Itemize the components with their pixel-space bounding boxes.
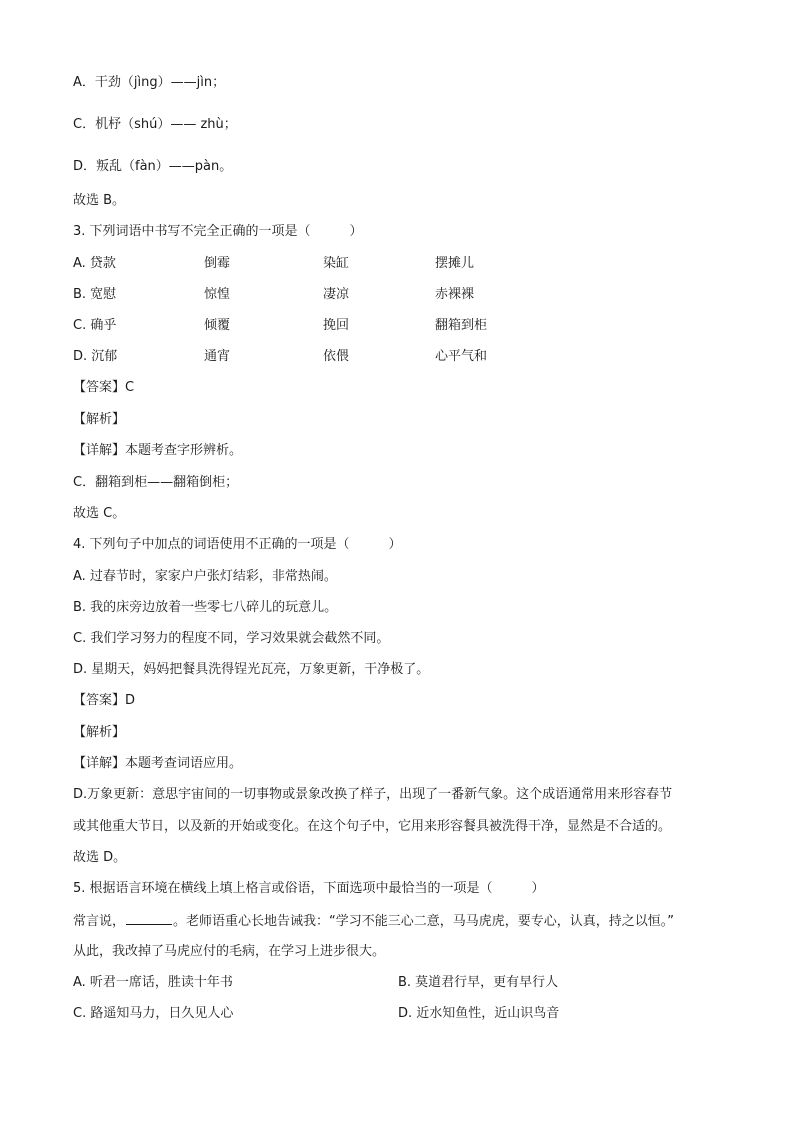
q5-option-c: C. 路遥知马力，日久见人心 [73, 1006, 234, 1021]
q3-option-c-label: C. 确乎 [73, 318, 117, 333]
prev-conclusion: 故选 B。 [73, 193, 126, 208]
q4-analysis-tag: 【解析】 [73, 725, 126, 740]
q3-answer [73, 379, 134, 397]
answer-value: D [125, 693, 136, 708]
q4-option-d: D. 星期天，妈妈把餐具洗得锃光瓦亮，万象更新，干净极了。 [73, 662, 430, 677]
q4-answer [73, 692, 135, 710]
q5-stem: 5. 根据语言环境在横线上填上格言或俗语，下面选项中最恰当的一项是（ ） [73, 881, 545, 896]
answer-tag: 【答案】 [73, 380, 126, 395]
q5-context-pre: 常言说， [73, 914, 126, 929]
q4-option-c: C. 我们学习努力的程度不同，学习效果就会截然不同。 [73, 631, 390, 646]
q5-option-a: A. 听君一席话，胜读十年书 [73, 975, 233, 990]
q4-conclusion: 故选 D。 [73, 850, 127, 865]
q5-option-b: B. 莫道君行早，更有早行人 [398, 975, 559, 990]
prev-answer-d: D．叛乱（fàn）——pàn。 [73, 159, 233, 174]
q4-note-line1: D.万象更新：意思宇宙间的一切事物或景象改换了样子，出现了一番新气象。这个成语通常用来形容春节 [73, 787, 673, 802]
q3-note: C．翻箱到柜——翻箱倒柜； [73, 475, 239, 490]
q3-option-a-word3: 染缸 [323, 256, 350, 271]
q3-option-d-word4: 心平气和 [435, 349, 488, 364]
q3-analysis-tag: 【解析】 [73, 412, 126, 427]
q5-context-line1 [73, 912, 674, 931]
q3-option-a-word2: 倒霉 [204, 256, 231, 271]
q5-fill-blank [126, 912, 172, 925]
q3-conclusion: 故选 C。 [73, 506, 126, 521]
q3-option-b-word4: 赤裸裸 [435, 287, 475, 302]
q3-detail: 【详解】本题考查字形辨析。 [73, 443, 243, 458]
q3-option-a-label: A. 贷款 [73, 256, 116, 271]
q3-option-c-word4: 翻箱到柜 [435, 318, 488, 333]
answer-tag: 【答案】 [73, 693, 126, 708]
q5-context-line2: 从此，我改掉了马虎应付的毛病，在学习上进步很大。 [73, 944, 386, 959]
q3-option-c-word2: 倾覆 [204, 318, 231, 333]
q3-option-c-word3: 挽回 [323, 318, 350, 333]
prev-answer-a: A．干劲（jìng）——jìn； [73, 75, 226, 90]
q4-option-b: B. 我的床旁边放着一些零七八碎儿的玩意儿。 [73, 600, 338, 615]
q4-detail: 【详解】本题考查词语应用。 [73, 756, 243, 771]
q4-option-a: A. 过春节时，家家户户张灯结彩，非常热闹。 [73, 569, 337, 584]
q5-context-post: 。老师语重心长地告诫我：“学习不能三心二意，马马虎虎，要专心，认真，持之以恒。” [173, 914, 674, 929]
q3-option-d-word3: 依偎 [323, 349, 350, 364]
q3-option-b-label: B. 宽慰 [73, 287, 117, 302]
q3-option-a-word4: 摆摊儿 [435, 256, 475, 271]
q4-stem: 4. 下列句子中加点的词语使用不正确的一项是（ ） [73, 537, 402, 552]
q3-option-b-word2: 惊惶 [204, 287, 231, 302]
answer-value: C [125, 380, 135, 395]
q3-option-b-word3: 凄凉 [323, 287, 350, 302]
prev-answer-c: C．机杼（shú）—— zhù； [73, 117, 237, 132]
q3-stem: 3. 下列词语中书写不完全正确的一项是（ ） [73, 224, 363, 239]
q5-option-d: D. 近水知鱼性，近山识鸟音 [398, 1006, 560, 1021]
q3-option-d-word2: 通宵 [204, 349, 231, 364]
q4-note-line2: 或其他重大节日，以及新的开始或变化。在这个句子中，它用来形容餐具被洗得干净，显然是不合适的。 [73, 819, 672, 834]
q3-option-d-label: D. 沉郁 [73, 349, 118, 364]
